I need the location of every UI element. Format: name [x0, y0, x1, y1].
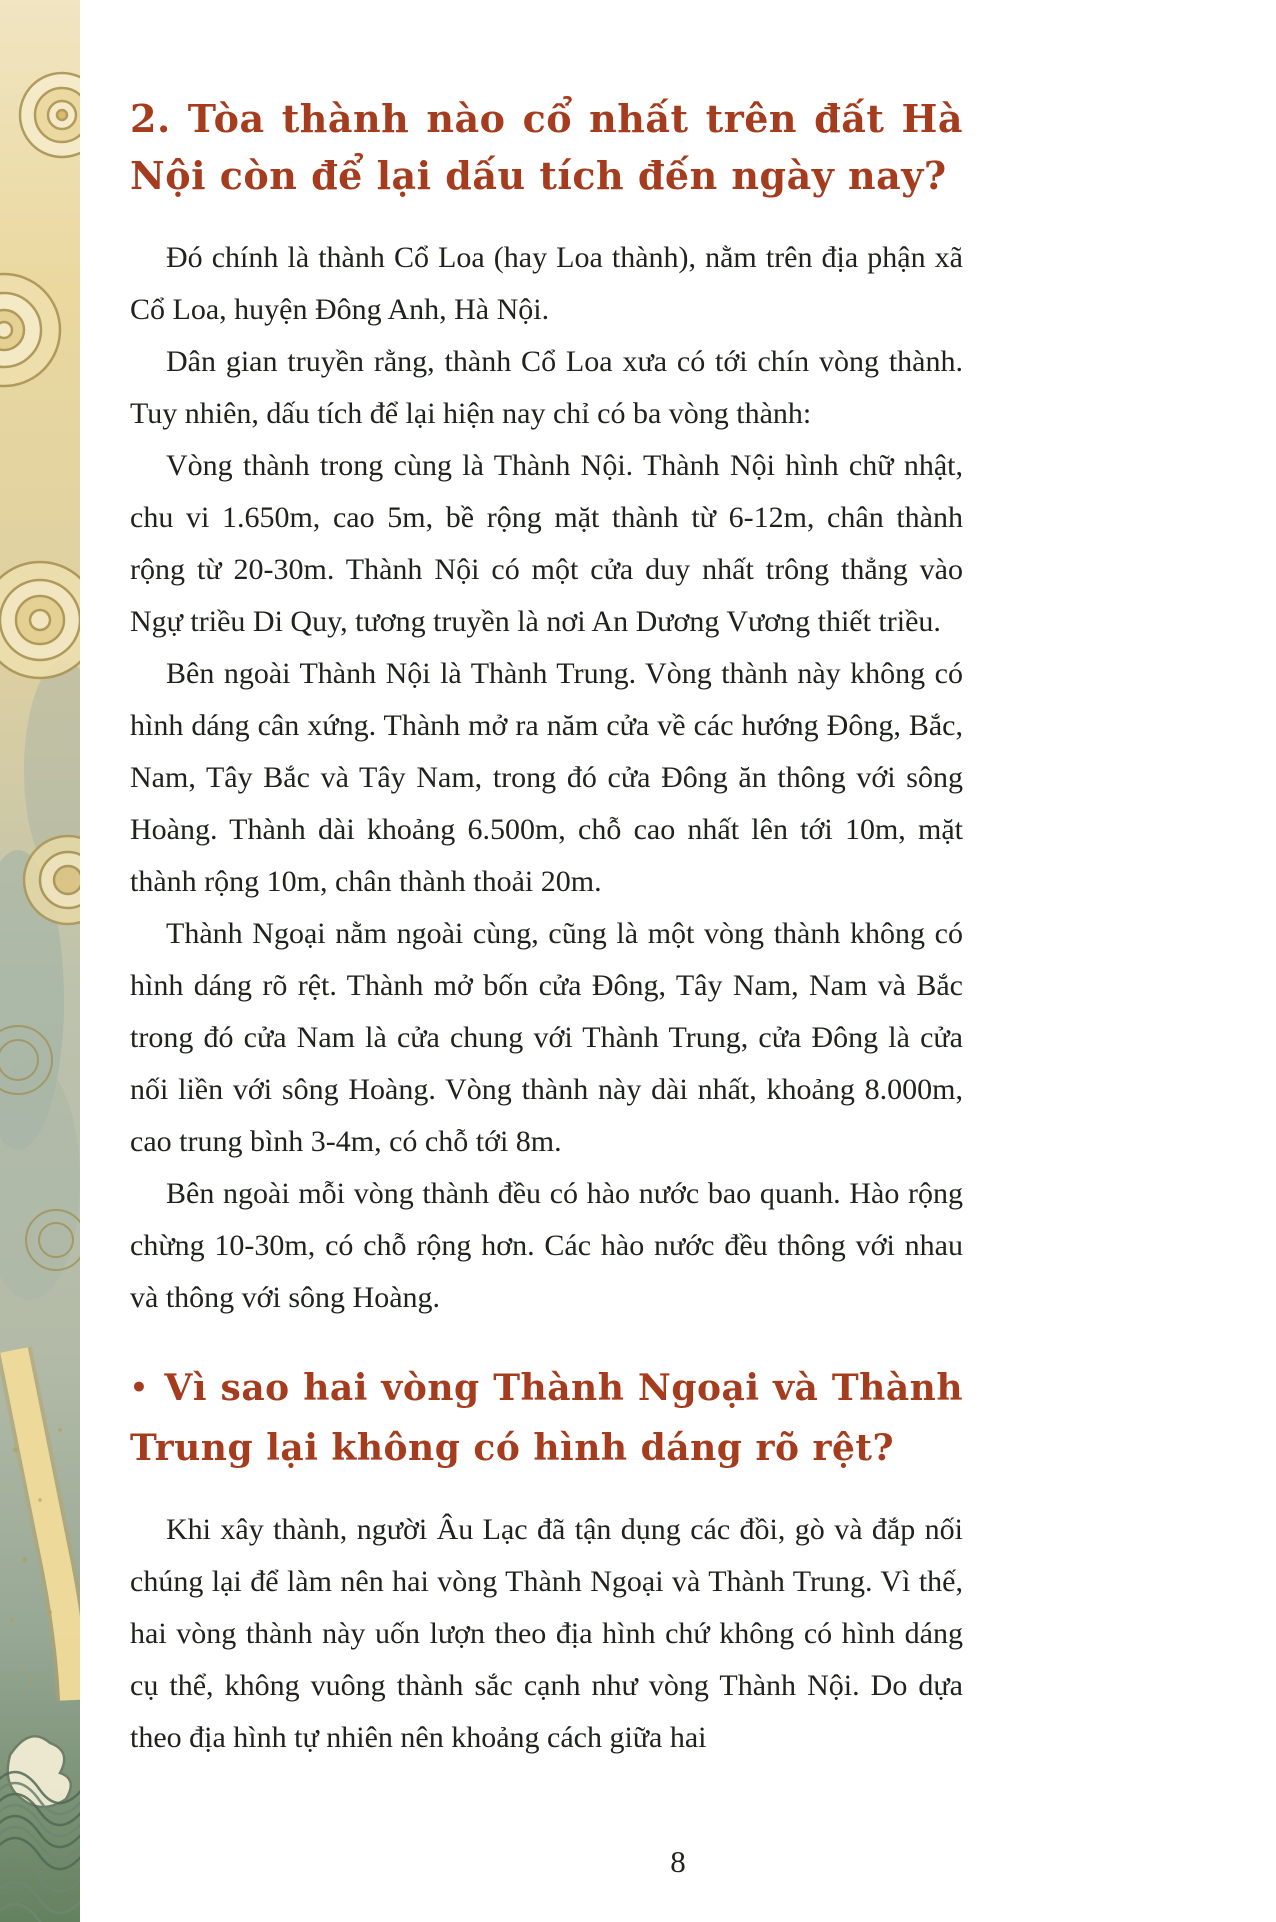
paragraph-moats: Bên ngoài mỗi vòng thành đều có hào nước bao quanh. Hào rộng chừng 10-30m, có chỗ rộng hơn. Các hào nước đều thông với nhau và thông với sông Hoàng. — [130, 1177, 963, 1314]
question-subheading-text: Vì sao hai vòng Thành Ngoại và Thành Trung lại không có hình dáng rõ rệt? — [130, 1367, 963, 1469]
paragraph-thanh-noi: Vòng thành trong cùng là Thành Nội. Thành Nội hình chữ nhật, chu vi 1.650m, cao 5m, bề rộng mặt thành từ 6-12m, chân thành rộng từ 20-30m. Thành Nội có một cửa duy nhất trông thẳng vào Ngự triều Di Quy, tương truyền là nơi An Dương Vương thiết triều. — [130, 449, 963, 638]
paragraph-au-lac-building: Khi xây thành, người Âu Lạc đã tận dụng các đồi, gò và đắp nối chúng lại để làm nên hai vòng Thành Ngoại và Thành Trung. Vì thế, hai vòng thành này uốn lượn theo địa hình chứ không có hình dáng cụ thể, không vuông thành sắc cạnh như vòng Thành Nội. Do dựa theo địa hình tự nhiên nên khoảng cách giữa hai — [130, 1513, 963, 1754]
watercolor-border-decoration — [0, 0, 80, 1922]
page-content — [130, 90, 963, 1764]
paragraph-thanh-trung: Bên ngoài Thành Nội là Thành Trung. Vòng thành này không có hình dáng cân xứng. Thành mở ra năm cửa về các hướng Đông, Bắc, Nam, Tây Bắc và Tây Nam, trong đó cửa Đông ăn thông với sông Hoàng. Thành dài khoảng 6.500m, chỗ cao nhất lên tới 10m, mặt thành rộng 10m, chân thành thoải 20m. — [130, 657, 963, 898]
bullet-icon: • — [130, 1371, 149, 1404]
paragraph-nine-rings: Dân gian truyền rằng, thành Cổ Loa xưa có tới chín vòng thành. Tuy nhiên, dấu tích để lại hiện nay chỉ có ba vòng thành: — [130, 345, 963, 430]
section-heading: 2. Tòa thành nào cổ nhất trên đất Hà Nội còn để lại dấu tích đến ngày nay? — [130, 96, 963, 198]
paragraph-thanh-ngoai: Thành Ngoại nằm ngoài cùng, cũng là một vòng thành không có hình dáng rõ rệt. Thành mở bốn cửa Đông, Tây Nam, Nam và Bắc trong đó cửa Nam là cửa chung với Thành Trung, cửa Đông là cửa nối liền với sông Hoàng. Vòng thành này dài nhất, khoảng 8.000m, cao trung bình 3-4m, có chỗ tới 8m. — [130, 917, 963, 1158]
question-subheading — [130, 1358, 963, 1478]
paragraph-co-loa-intro: Đó chính là thành Cổ Loa (hay Loa thành), nằm trên địa phận xã Cổ Loa, huyện Đông Anh, Hà Nội. — [130, 241, 963, 326]
page-number: 8 — [670, 1844, 686, 1879]
